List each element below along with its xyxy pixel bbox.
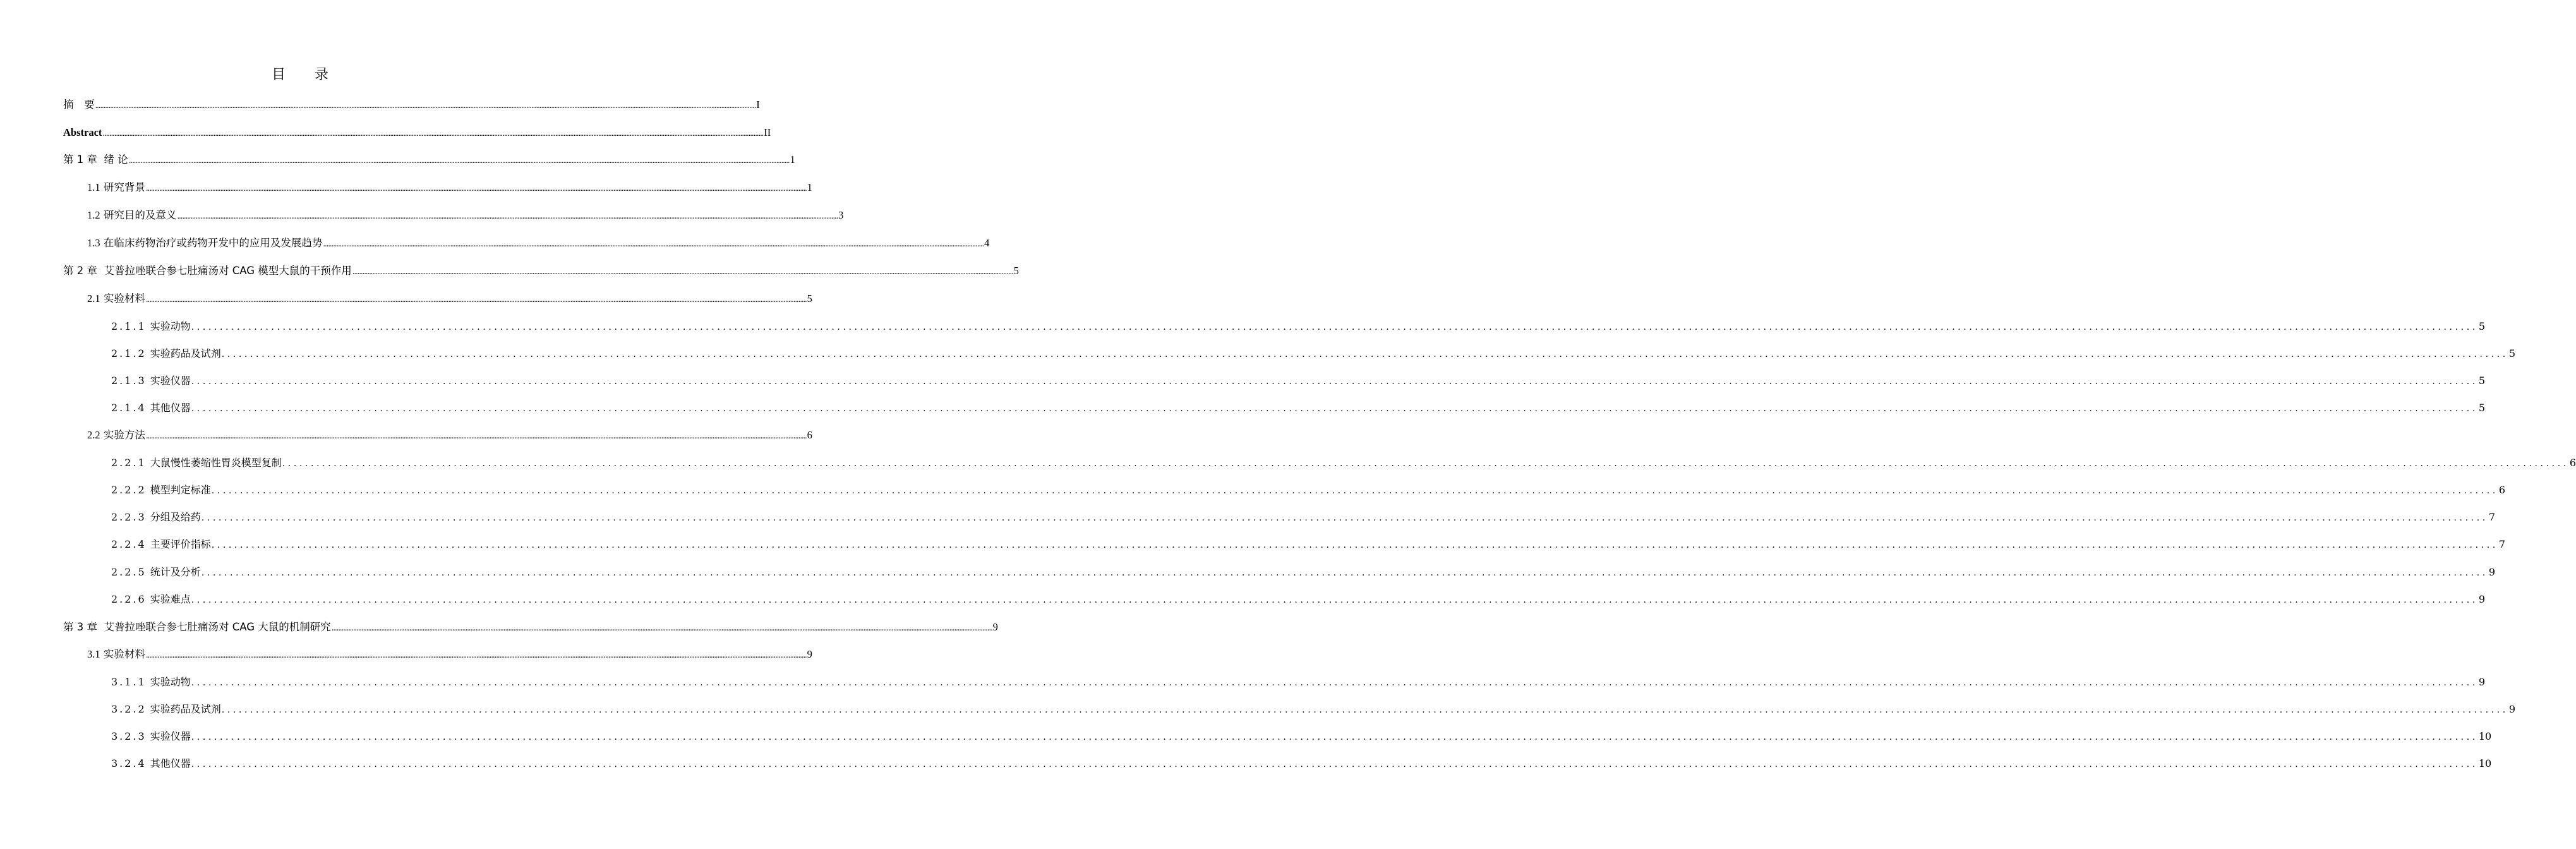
toc-entry-section-1-2[interactable]	[87, 205, 844, 222]
toc-entry-number: 2.2	[87, 429, 100, 441]
toc-entry-section-1-3[interactable]	[87, 233, 990, 250]
toc-leader: ................................................................................................................................................................................................................................................................................................................................................................................................................	[191, 404, 2478, 414]
toc-page-number: 5	[807, 292, 812, 304]
toc-leader: ................................................................................................................................................................................................................................................................................................................................................................................................................	[323, 239, 984, 248]
toc-entry-text: 在临床药物治疗或药物开发中的应用及发展趋势	[103, 237, 323, 249]
toc-entry-subsection-2-2-1[interactable]	[111, 453, 2576, 469]
toc-entry-number: 2.2.5	[111, 566, 147, 578]
toc-entry-number: 3.1	[87, 648, 100, 660]
toc-page-number: 3	[838, 209, 844, 221]
toc-entry-number: 第 2 章	[63, 265, 97, 277]
toc-leader: ................................................................................................................................................................................................................................................................................................................................................................................................................	[331, 623, 992, 632]
toc-entry-section-2-2[interactable]	[87, 425, 812, 442]
toc-page-number: 9	[992, 621, 998, 633]
toc-entry-text: 实验难点	[150, 593, 191, 605]
toc-leader: ................................................................................................................................................................................................................................................................................................................................................................................................................	[102, 129, 764, 138]
toc-leader: ................................................................................................................................................................................................................................................................................................................................................................................................................	[211, 486, 2498, 496]
toc-entry-subsection-3-1-1[interactable]	[111, 672, 2485, 689]
toc-entry-text: 实验药品及试剂	[150, 347, 221, 359]
toc-entry-number: 2.1.2	[111, 347, 147, 359]
toc-entry-text: 分组及给药	[150, 511, 201, 523]
toc-entry-chapter-3[interactable]	[63, 617, 998, 634]
toc-entry-text: 其他仪器	[150, 757, 191, 769]
toc-page-number: 5	[2478, 375, 2485, 387]
page-title: 目 录	[271, 67, 329, 83]
toc-leader: ................................................................................................................................................................................................................................................................................................................................................................................................................	[191, 678, 2478, 688]
toc-leader: ................................................................................................................................................................................................................................................................................................................................................................................................................	[145, 431, 807, 440]
toc-leader: ................................................................................................................................................................................................................................................................................................................................................................................................................	[128, 156, 790, 165]
toc-entry-number: 2.1.1	[111, 320, 147, 332]
toc-entry-text: 实验药品及试剂	[150, 703, 221, 715]
toc-page-number: 4	[984, 237, 990, 249]
toc-page-number: 9	[2488, 566, 2495, 578]
toc-leader: ................................................................................................................................................................................................................................................................................................................................................................................................................	[191, 376, 2478, 387]
toc-page-number: 6	[807, 429, 812, 441]
toc-entry-number: 3.2.3	[111, 730, 147, 742]
toc-entry-number: 2.2.1	[111, 457, 147, 469]
toc-entry-subsection-2-2-3[interactable]	[111, 507, 2495, 524]
toc-entry-text: 艾普拉唑联合参七肚痛汤对 CAG 大鼠的机制研究	[104, 621, 331, 633]
toc-entry-section-3-1[interactable]	[87, 644, 812, 661]
toc-entry-text: 绪 论	[104, 154, 128, 166]
toc-entry-number: 第 1 章	[63, 154, 97, 166]
toc-entry-text: 研究目的及意义	[103, 209, 177, 221]
toc-entry-subsection-2-1-2[interactable]	[111, 344, 2515, 360]
toc-leader: ................................................................................................................................................................................................................................................................................................................................................................................................................	[201, 513, 2488, 523]
toc-entry-subsection-2-2-6[interactable]	[111, 589, 2485, 606]
toc-entry-number: 1.3	[87, 237, 100, 249]
toc-page-number: 6	[2498, 484, 2505, 496]
toc-page-number: 9	[807, 648, 812, 660]
toc-page-number: I	[756, 99, 760, 111]
toc-entry-chapter-1[interactable]	[63, 150, 795, 166]
toc-entry-text: 统计及分析	[150, 566, 201, 578]
toc-entry-text: 实验动物	[150, 676, 191, 688]
toc-entry-number: 2.1	[87, 292, 100, 304]
toc-leader: ................................................................................................................................................................................................................................................................................................................................................................................................................	[95, 101, 756, 110]
toc-page-number: 10	[2478, 757, 2492, 769]
toc-entry-number: 第 3 章	[63, 621, 97, 633]
toc-entry-text: 研究背景	[103, 181, 145, 193]
toc-entry-abstract-cn[interactable]	[63, 95, 760, 111]
toc-entry-number: 1.2	[87, 209, 100, 221]
toc-page-number: 7	[2498, 538, 2505, 550]
toc-page-number: 10	[2478, 730, 2492, 742]
toc-entry-subsection-3-2-2[interactable]	[111, 699, 2515, 716]
toc-entry-number: 2.2.4	[111, 538, 147, 550]
toc-leader: ................................................................................................................................................................................................................................................................................................................................................................................................................	[221, 349, 2508, 359]
toc-entry-number: 1.1	[87, 181, 100, 193]
toc-entry-text: 其他仪器	[150, 402, 191, 414]
toc-entry-number: 2.1.3	[111, 375, 147, 387]
toc-page-number: 9	[2508, 703, 2515, 715]
toc-entry-text: 实验仪器	[150, 375, 191, 387]
toc-entry-text: 艾普拉唑联合参七肚痛汤对 CAG 模型大鼠的干预作用	[104, 265, 352, 277]
toc-leader: ................................................................................................................................................................................................................................................................................................................................................................................................................	[145, 184, 807, 193]
toc-entry-subsection-2-1-4[interactable]	[111, 398, 2485, 414]
toc-page-number: 5	[1013, 265, 1019, 277]
toc-entry-subsection-2-2-5[interactable]	[111, 562, 2495, 579]
toc-page-number: II	[764, 126, 771, 138]
toc-leader: ................................................................................................................................................................................................................................................................................................................................................................................................................	[352, 267, 1013, 276]
toc-page-number: 7	[2488, 511, 2495, 523]
toc-page-number: 5	[2478, 402, 2485, 414]
toc-entry-number: 2.1.4	[111, 402, 147, 414]
toc-entry-number: 3.1.1	[111, 676, 147, 688]
toc-leader: ................................................................................................................................................................................................................................................................................................................................................................................................................	[282, 459, 2569, 469]
toc-entry-number: 2.2.6	[111, 593, 147, 605]
toc-leader: ................................................................................................................................................................................................................................................................................................................................................................................................................	[191, 732, 2478, 742]
toc-entry-number: 2.2.3	[111, 511, 147, 523]
toc-entry-subsection-3-2-4[interactable]	[111, 754, 2492, 770]
toc-entry-text: 实验材料	[103, 292, 145, 304]
toc-entry-text: 实验材料	[103, 648, 145, 660]
toc-entry-abstract-en[interactable]	[63, 123, 771, 139]
toc-entry-text: 摘 要	[63, 99, 95, 111]
toc-entry-text: 实验动物	[150, 320, 191, 332]
toc-page-number: 6	[2569, 457, 2576, 469]
toc-entry-text: 实验仪器	[150, 730, 191, 742]
toc-leader: ................................................................................................................................................................................................................................................................................................................................................................................................................	[145, 651, 807, 659]
toc-leader: ................................................................................................................................................................................................................................................................................................................................................................................................................	[191, 759, 2478, 769]
toc-entry-number: 3.2.2	[111, 703, 147, 715]
toc-page-number: 5	[2478, 320, 2485, 332]
toc-entry-text: 主要评价指标	[150, 538, 211, 550]
toc-entry-section-1-1[interactable]	[87, 178, 812, 194]
toc-leader: ................................................................................................................................................................................................................................................................................................................................................................................................................	[145, 295, 807, 304]
toc-entry-number: 2.2.2	[111, 484, 147, 496]
toc-entry-subsection-2-2-4[interactable]	[111, 534, 2505, 551]
toc-entry-section-2-1[interactable]	[87, 289, 812, 305]
toc-page-number: 9	[2478, 593, 2485, 605]
toc-entry-number: 3.2.4	[111, 757, 147, 769]
toc-entry-subsection-3-2-3[interactable]	[111, 726, 2492, 743]
toc-page-number: 5	[2508, 347, 2515, 359]
toc-leader: ................................................................................................................................................................................................................................................................................................................................................................................................................	[191, 322, 2478, 332]
toc-entry-subsection-2-1-3[interactable]	[111, 371, 2485, 387]
toc-entry-chapter-2[interactable]	[63, 261, 1019, 277]
toc-leader: ................................................................................................................................................................................................................................................................................................................................................................................................................	[221, 705, 2508, 715]
toc-entry-subsection-2-1-1[interactable]	[111, 316, 2485, 333]
toc-entry-text: 大鼠慢性萎缩性胃炎模型复制	[150, 457, 282, 469]
toc-entry-text: Abstract	[63, 126, 102, 138]
toc-page-number: 1	[790, 154, 795, 166]
toc-page-number: 9	[2478, 676, 2485, 688]
toc-leader: ................................................................................................................................................................................................................................................................................................................................................................................................................	[211, 540, 2498, 550]
toc-leader: ................................................................................................................................................................................................................................................................................................................................................................................................................	[201, 568, 2488, 578]
toc-page-number: 1	[807, 181, 812, 193]
toc-entry-text: 实验方法	[103, 429, 145, 441]
toc-leader: ................................................................................................................................................................................................................................................................................................................................................................................................................	[191, 595, 2478, 605]
toc-leader: ................................................................................................................................................................................................................................................................................................................................................................................................................	[177, 212, 838, 220]
toc-entry-text: 模型判定标准	[150, 484, 211, 496]
toc-entry-subsection-2-2-2[interactable]	[111, 480, 2505, 497]
